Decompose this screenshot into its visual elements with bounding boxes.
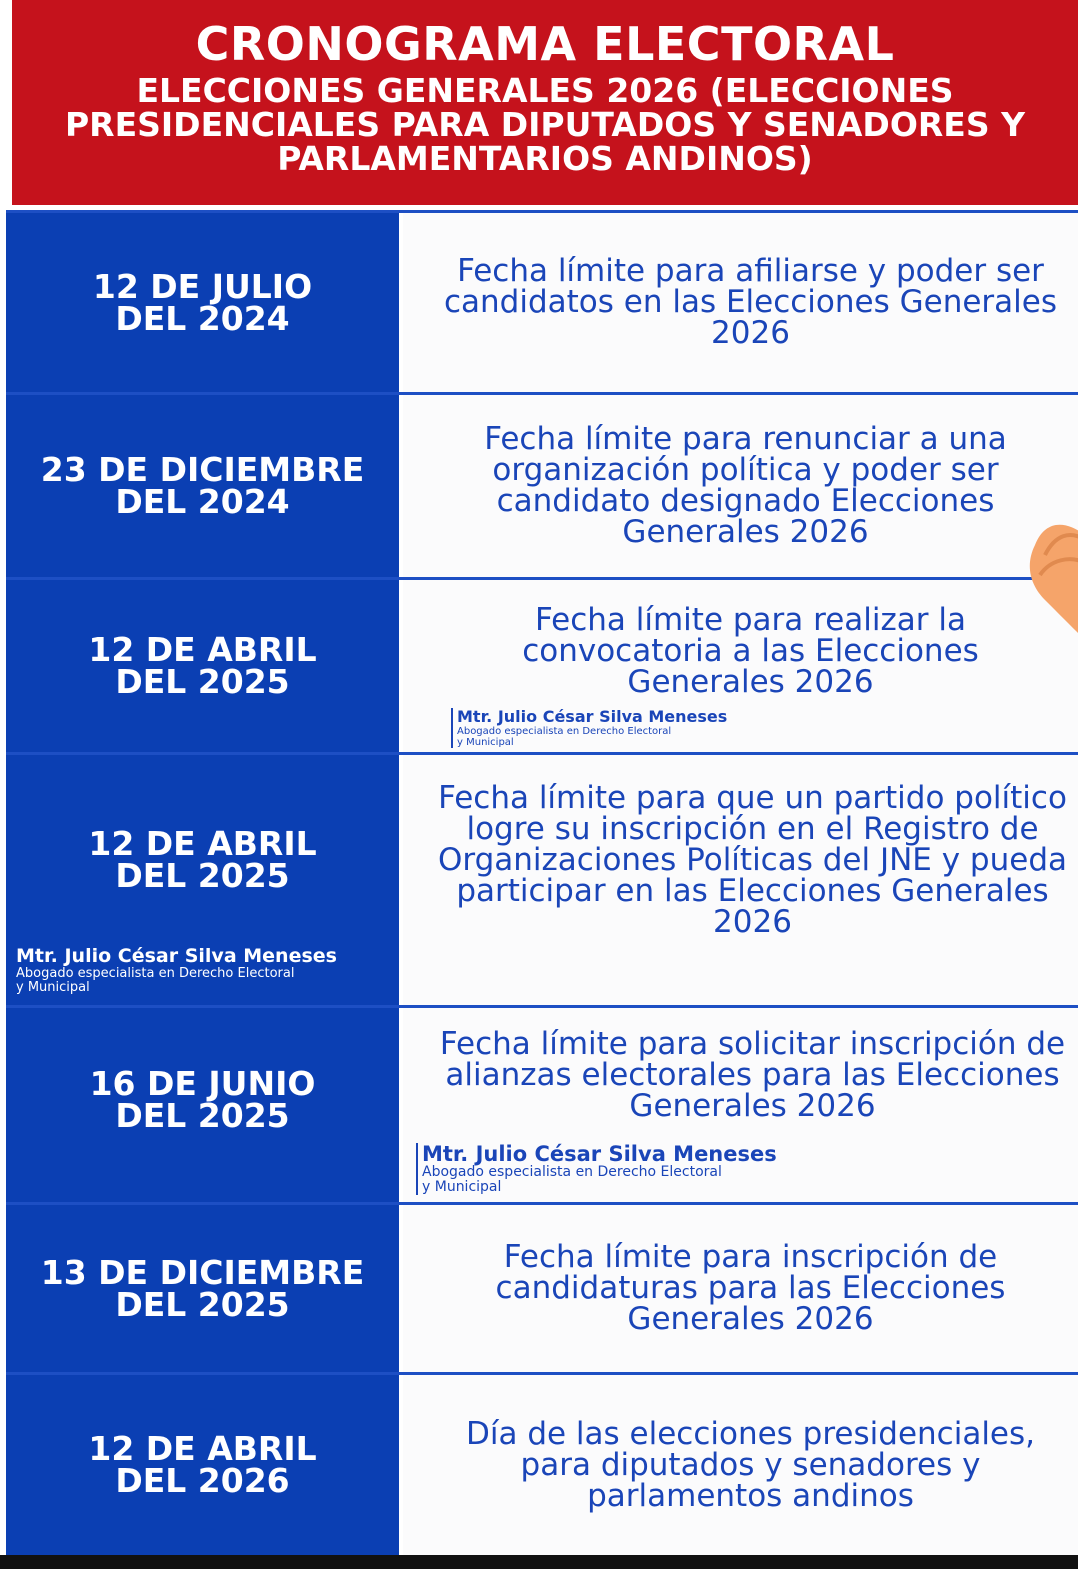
watermark-role: Abogado especialista en Derecho Electoral xyxy=(16,966,295,981)
row-description: Fecha límite para que un partido político logre su inscripción en el Registro de Organizaciones Políticas del JNE y pueda participar en las Elecciones Generales 2026 xyxy=(403,755,1078,1005)
row-description: Fecha límite para inscripción de candidaturas para las Elecciones Generales 2026 xyxy=(403,1205,1078,1372)
row-date: 16 DE JUNIO DEL 2025 xyxy=(6,1008,399,1202)
table-row xyxy=(6,577,1078,752)
row-description: Día de las elecciones presidenciales, para diputados y senadores y parlamentos andinos xyxy=(403,1375,1078,1555)
table-row xyxy=(6,210,1078,392)
table-row xyxy=(6,1202,1078,1372)
row-date: 12 DE JULIO DEL 2024 xyxy=(6,213,399,392)
table-row xyxy=(6,752,1078,1005)
row-date: 12 DE ABRIL DEL 2026 xyxy=(6,1375,399,1555)
watermark-role: Abogado especialista en Derecho Electoral xyxy=(422,1164,722,1180)
page-title: CRONOGRAMA ELECTORAL xyxy=(195,17,895,71)
table-row xyxy=(6,392,1078,577)
row-description: Fecha límite para renunciar a una organización política y poder ser candidato designado Elecciones Generales 2026 xyxy=(403,395,1078,577)
watermark-role-2: y Municipal xyxy=(457,737,514,748)
watermark-name: Mtr. Julio César Silva Meneses xyxy=(457,707,728,726)
row-date: 12 DE ABRIL DEL 2025 xyxy=(6,755,399,1005)
row-description: Fecha límite para afiliarse y poder ser candidatos en las Elecciones Generales 2026 xyxy=(403,213,1078,392)
row-description: Fecha límite para realizar la convocatoria a las Elecciones Generales 2026 xyxy=(403,580,1078,752)
watermark-name: Mtr. Julio César Silva Meneses xyxy=(16,945,337,967)
table-row xyxy=(6,1005,1078,1202)
watermark-role: Abogado especialista en Derecho Electoral xyxy=(457,726,672,737)
row-date: 23 DE DICIEMBRE DEL 2024 xyxy=(6,395,399,577)
page-subtitle: ELECCIONES GENERALES 2026 (ELECCIONES PRESIDENCIALES PARA DIPUTADOS Y SENADORES Y PARLAMENTARIOS ANDINOS) xyxy=(65,71,1025,178)
watermark-name: Mtr. Julio César Silva Meneses xyxy=(422,1142,777,1166)
table-row xyxy=(6,1372,1078,1555)
watermark-role-2: y Municipal xyxy=(16,980,90,995)
bottom-edge-bar xyxy=(0,1555,1078,1569)
hand-emoji-icon xyxy=(1025,515,1078,645)
schedule-table xyxy=(6,210,1078,1555)
watermark-role-2: y Municipal xyxy=(422,1179,502,1195)
watermark xyxy=(16,945,337,995)
row-description: Fecha límite para solicitar inscripción de alianzas electorales para las Elecciones Generales 2026 xyxy=(403,1008,1078,1202)
row-date: 12 DE ABRIL DEL 2025 xyxy=(6,580,399,752)
watermark xyxy=(451,708,727,748)
watermark xyxy=(416,1143,777,1195)
row-date: 13 DE DICIEMBRE DEL 2025 xyxy=(6,1205,399,1372)
header-banner xyxy=(12,0,1078,205)
